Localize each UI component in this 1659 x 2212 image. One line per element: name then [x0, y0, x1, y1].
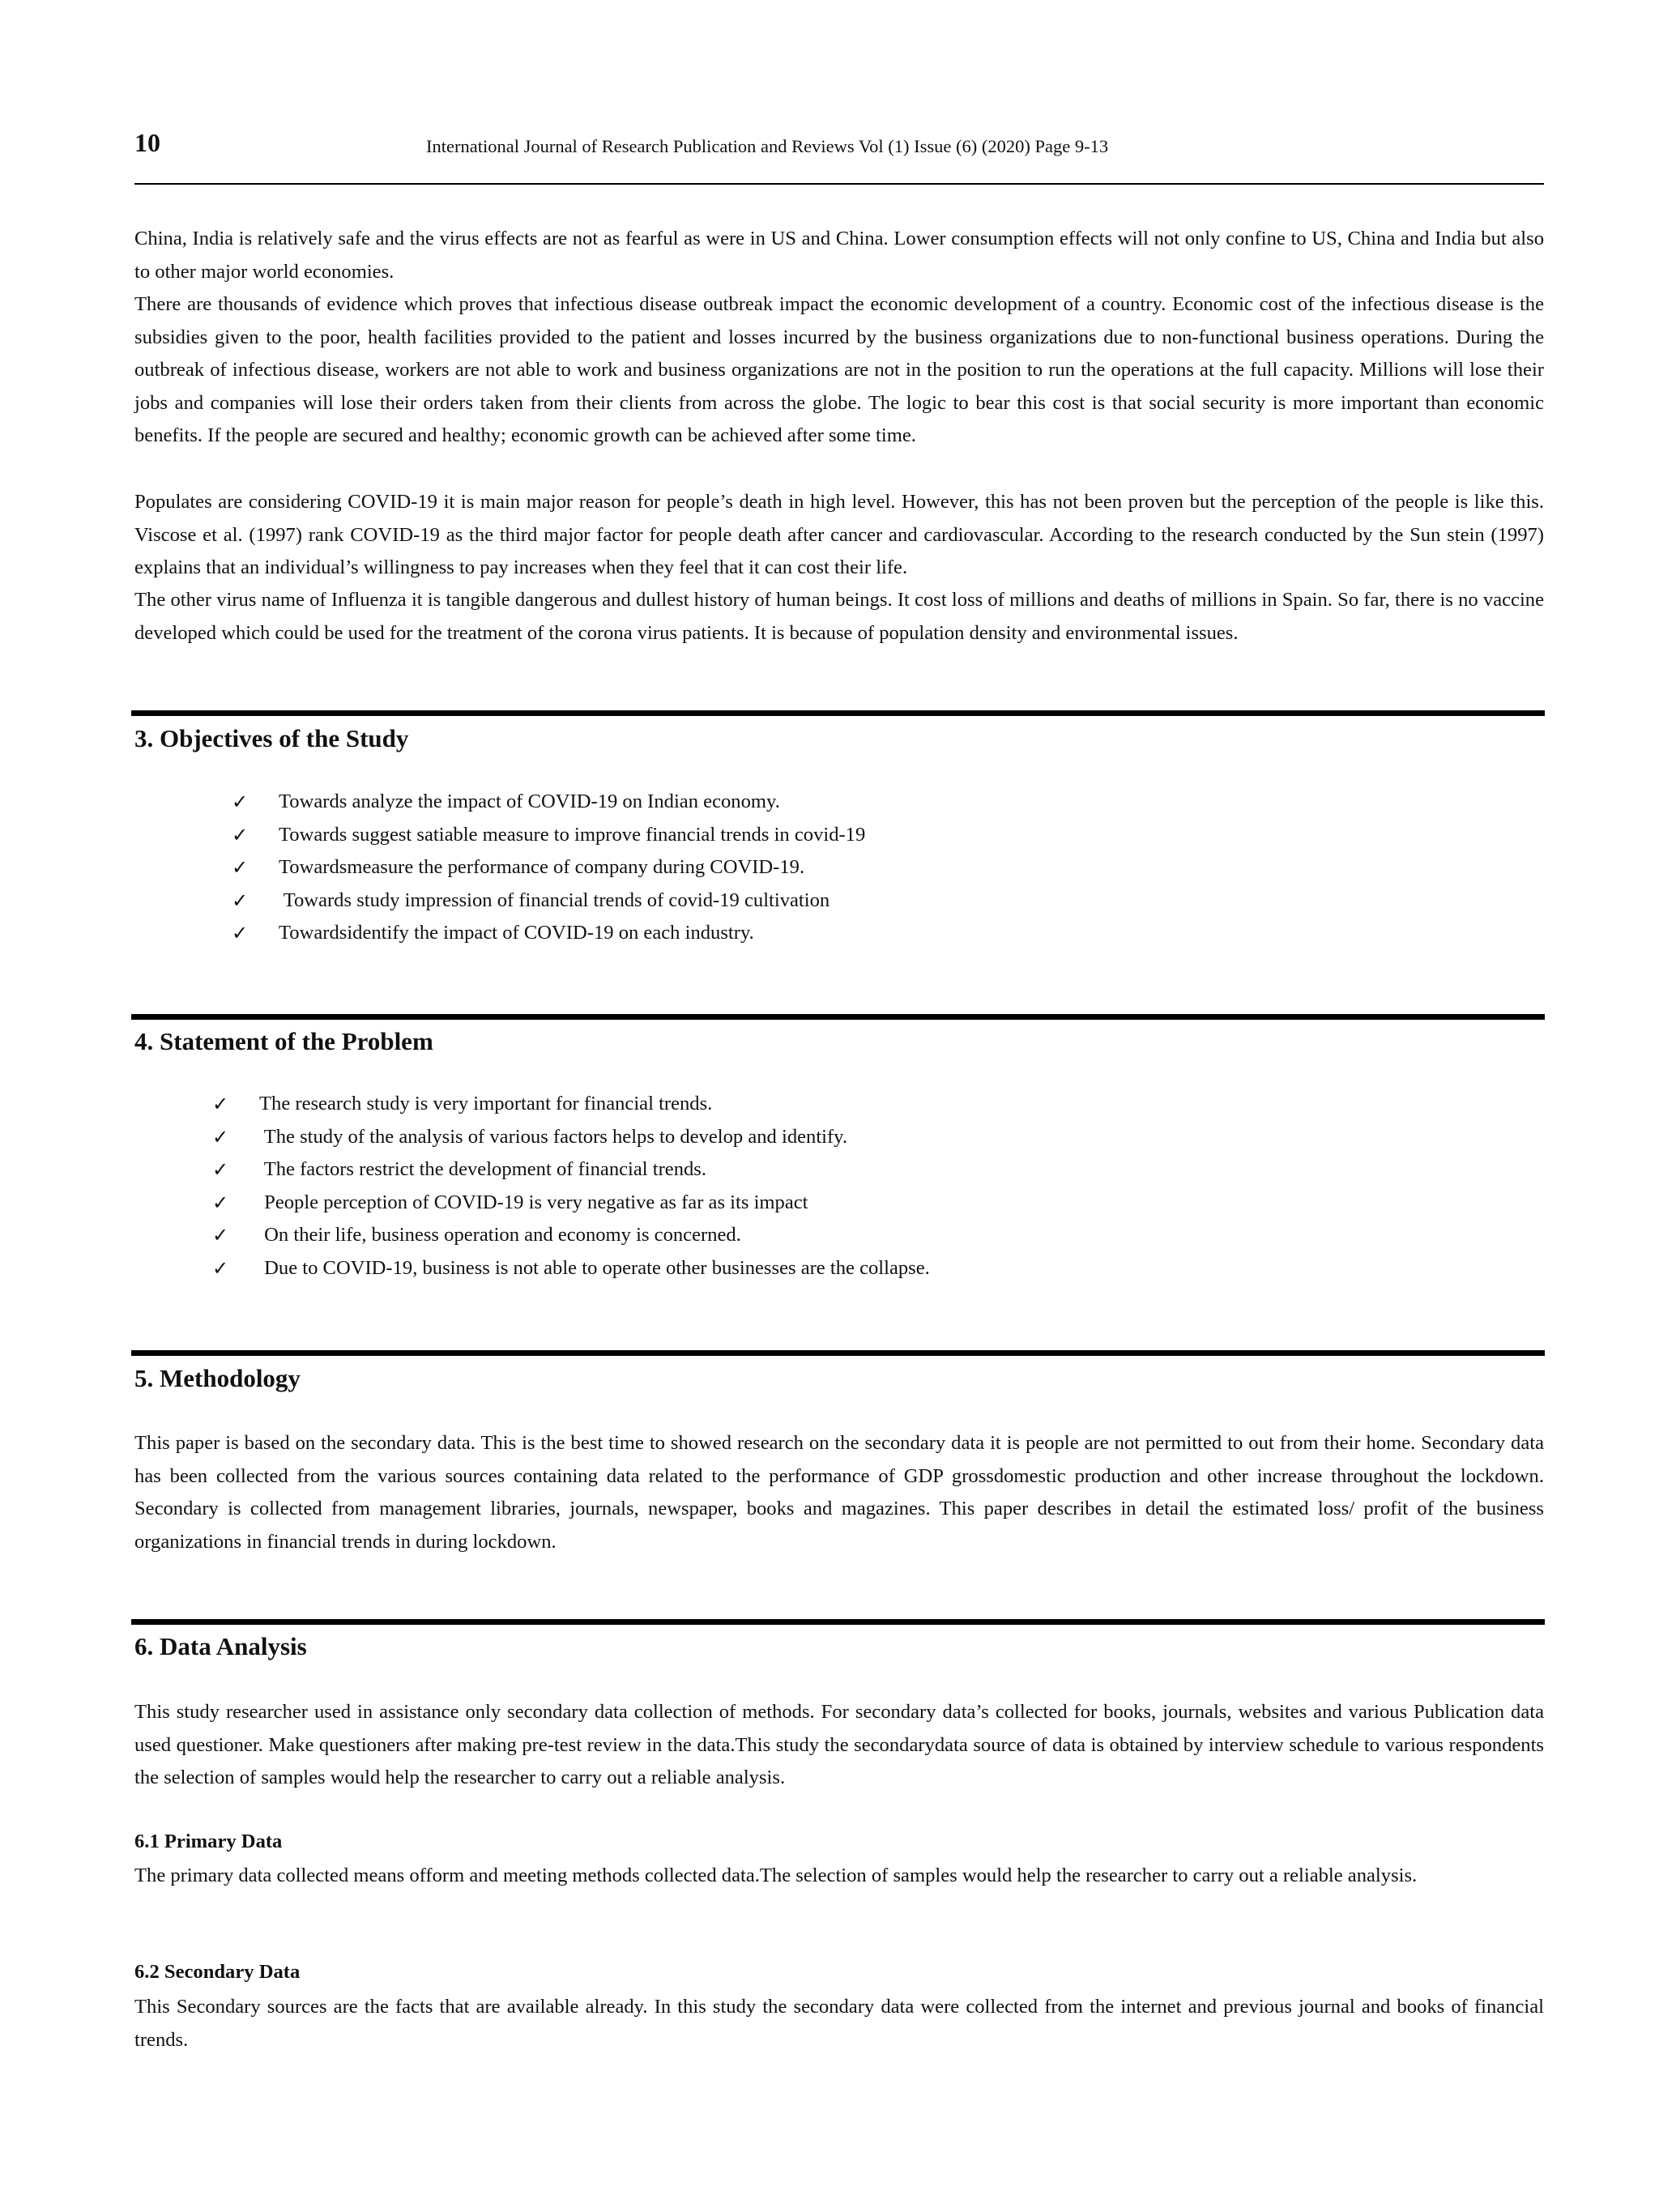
section-6-title: 6. Data Analysis	[134, 1632, 307, 1660]
list-item: ✓ Towards suggest satiable measure to improve financial trends in covid-19	[232, 819, 865, 852]
intro-paragraph-3: Populates are considering COVID-19 it is main major reason for people’s death in high level. However, this has not been proven but the perception of the people is like this. Viscose et al. (1997) rank COVID-19 as the third major factor for people death after cancer and cardiovascular. According to the research conducted by the Sun stein (1997) explains that an individual’s willingness to pay increases when they feel that it can cost their life.	[134, 491, 1544, 578]
section-3-title: 3. Objectives of the Study	[134, 724, 409, 752]
checkmark-icon: ✓	[232, 856, 249, 879]
secondary-data-paragraph: This Secondary sources are the facts that are available already. In this study the secondary data were collected from the internet and previous journal and books of financial trends.	[134, 1996, 1544, 2051]
list-item: ✓ Towardsidentify the impact of COVID-19 on each industry.	[232, 917, 865, 950]
checkmark-icon: ✓	[232, 791, 249, 813]
list-item: ✓ The study of the analysis of various factors helps to develop and identify.	[212, 1121, 930, 1154]
checkmark-icon: ✓	[212, 1256, 229, 1280]
subsection-6-2-title: 6.2 Secondary Data	[134, 1961, 301, 1983]
checkmark-icon: ✓	[212, 1093, 229, 1115]
section-5-title: 5. Methodology	[134, 1364, 301, 1392]
subsection-6-1-title: 6.1 Primary Data	[134, 1831, 283, 1852]
section-rule	[131, 1014, 1545, 1020]
section-rule	[131, 1350, 1545, 1356]
methodology-paragraph: This paper is based on the secondary data. This is the best time to showed research on the secondary data it is people are not permitted to out from their home. Secondary data has been collected from the various sources containing data related to the performance of GDP grossdomestic production and other increase throughout the lockdown. Secondary is collected from management libraries, journals, newspaper, books and magazines. This paper describes in detail the estimated loss/ profit of the business organizations in financial trends in during lockdown.	[134, 1432, 1544, 1553]
checkmark-icon: ✓	[232, 889, 249, 912]
list-item: ✓ People perception of COVID-19 is very negative as far as its impact	[212, 1187, 930, 1220]
problem-list	[212, 1088, 930, 1285]
section-4-title: 4. Statement of the Problem	[134, 1027, 433, 1055]
checkmark-icon: ✓	[212, 1125, 229, 1149]
data-analysis-paragraph: This study researcher used in assistance only secondary data collection of methods. For secondary data’s collected for books, journals, websites and various Publication data used questioner. Make questioners after making pre-test review in the data.This study the secondarydata source of data is obtained by interview schedule to various respondents the selection of samples would help the researcher to carry out a reliable analysis.	[134, 1701, 1544, 1788]
page-header	[134, 128, 1544, 162]
list-item: ✓ The research study is very important for financial trends.	[212, 1088, 930, 1121]
checkmark-icon: ✓	[212, 1224, 229, 1247]
checkmark-icon: ✓	[232, 823, 249, 846]
section-rule	[131, 710, 1545, 716]
intro-paragraph-2: There are thousands of evidence which proves that infectious disease outbreak impact the economic development of a country. Economic cost of the infectious disease is the subsidies given to the poor, health facilities provided to the patient and losses incurred by the business organizations due to non-functional business operations. During the outbreak of infectious disease, workers are not able to work and business organizations are not in the position to run the operations at the full capacity. Millions will lose their jobs and companies will lose their orders taken from their clients from across the globe. The logic to bear this cost is that social security is more important than economic benefits. If the people are secured and healthy; economic growth can be achieved after some time.	[134, 293, 1544, 446]
primary-data-paragraph: The primary data collected means ofform and meeting methods collected data.The selection of samples would help the researcher to carry out a reliable analysis.	[134, 1865, 1418, 1886]
intro-paragraph-1: China, India is relatively safe and the virus effects are not as fearful as were in US and China. Lower consumption effects will not only confine to US, China and India but also to other major world economies.	[134, 228, 1544, 283]
list-item: ✓ Towards analyze the impact of COVID-19 on Indian economy.	[232, 786, 865, 819]
header-rule	[134, 183, 1544, 185]
page-number: 10	[134, 128, 160, 157]
checkmark-icon: ✓	[212, 1191, 229, 1214]
list-item: ✓ Towards study impression of financial trends of covid-19 cultivation	[232, 884, 865, 918]
intro-paragraph-4: The other virus name of Influenza it is tangible dangerous and dullest history of human beings. It cost loss of millions and deaths of millions in Spain. So far, there is no vaccine developed which could be used for the treatment of the corona virus patients. It is because of population density and environmental issues.	[134, 589, 1544, 644]
list-item: ✓ On their life, business operation and economy is concerned.	[212, 1219, 930, 1252]
list-item: ✓ Due to COVID-19, business is not able to operate other businesses are the collapse.	[212, 1252, 930, 1285]
list-item: ✓ Towardsmeasure the performance of company during COVID-19.	[232, 851, 865, 884]
checkmark-icon: ✓	[232, 922, 249, 944]
list-item: ✓ The factors restrict the development of financial trends.	[212, 1153, 930, 1187]
section-rule	[131, 1619, 1545, 1625]
checkmark-icon: ✓	[212, 1158, 229, 1181]
running-head: International Journal of Research Publication and Reviews Vol (1) Issue (6) (2020) Page 9-13	[426, 136, 1109, 156]
objectives-list	[232, 786, 865, 950]
